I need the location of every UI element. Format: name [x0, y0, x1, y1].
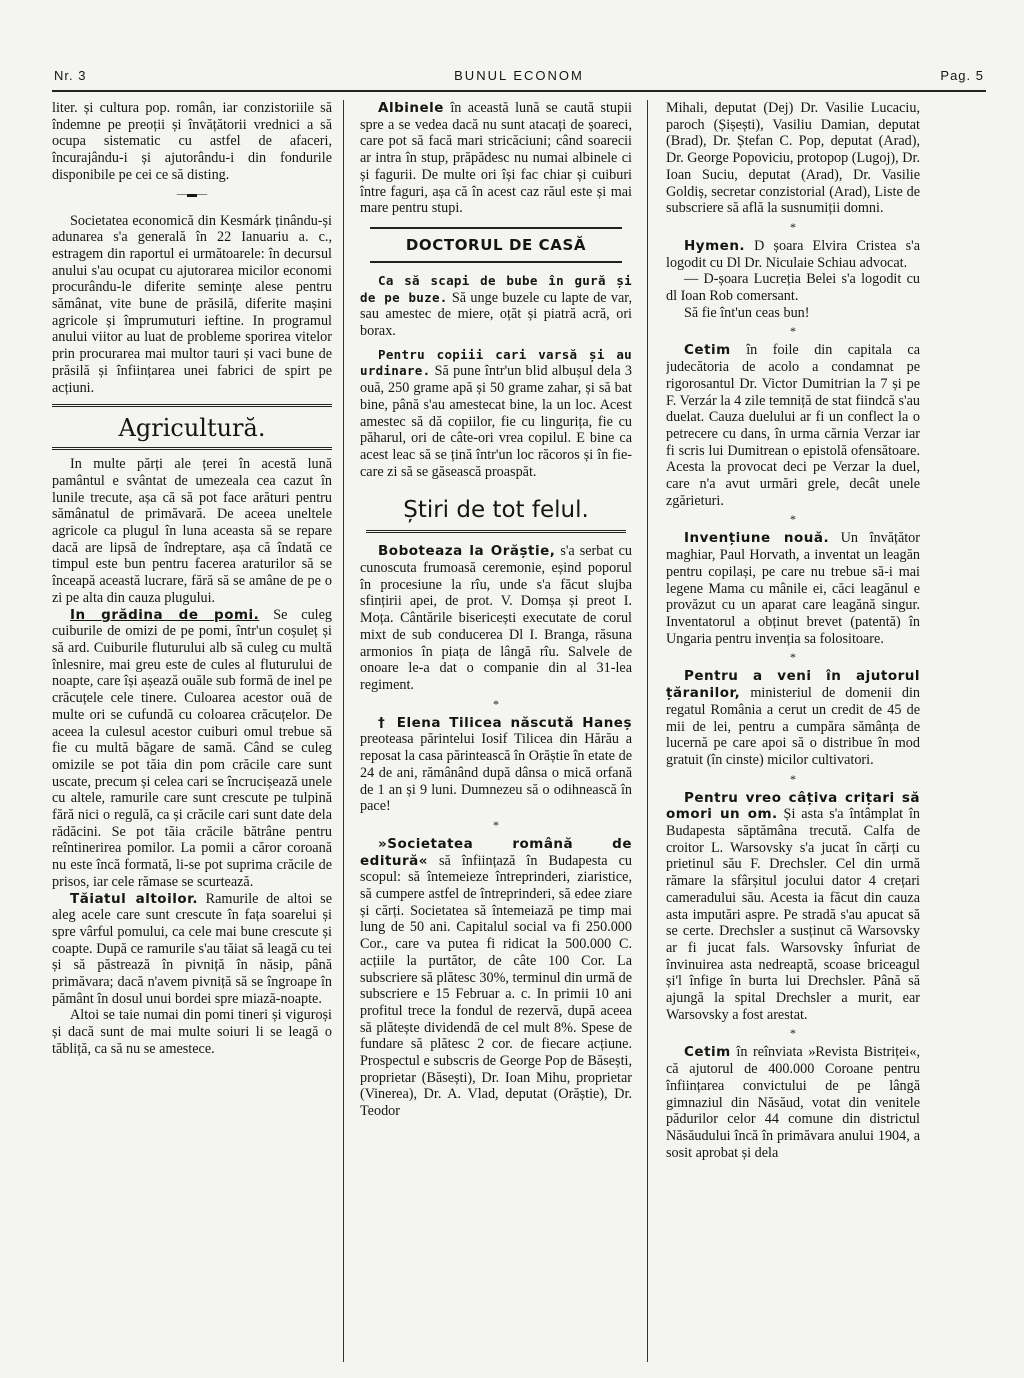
paragraph: [52, 891, 332, 1008]
paragraph-text: Să unge buzele cu lapte de var, sau amestec de miere, oțăt și piatră acră, ori borax.: [360, 289, 632, 340]
paragraph: [360, 836, 632, 1120]
lead-heading: Cetim: [684, 342, 731, 359]
lead-heading: Pentru vreo câțiva crițari să omori un om.: [666, 789, 920, 823]
paragraph: Să fie înt'un ceas bun!: [684, 304, 810, 321]
lead-heading: Boboteaza la Orăștie,: [378, 543, 556, 560]
paragraph: Altoi se taie numai din pomi tineri și viguroși și dacă sunt de mai multe soiuri li se leagă o tăbliță, ca să nu se amestece.: [52, 1007, 332, 1057]
separator: —▬—: [177, 188, 207, 200]
double-rule: [52, 447, 332, 450]
paragraph: [666, 668, 920, 768]
paragraph-text: Și asta s'a întâmplat în Budapesta săptămâna trecută. Calfa de croitor L. Warsovsky s'a jucat în cărți cu prietinul său F. Drechsler. Cel din urmă rămare la sfârșitul jocului dator 4 crețari cameradului său. Acesta ia făcut din cauza asta imputări aspre. Pe stradă s'au apucat să se certe. Drechsler a susținut că Warsovsky ar fi jucat fals. Warsovsky înfuriat de învinuirea asta nedreaptă, scoase briceagul și'l înfige în burta lui Drechsler. Până să ajungă la spital Drechsler a murit, ear Warsovsky a fost arestat.: [666, 806, 920, 1023]
paragraph-text: în reînviata »Revista Bistriței«, că ajutorul de 400.000 Coroane pentru înființarea convictului de pe lângă gimnaziul din Năsăud, votat din venitele pădurilor celor 44 comune din districtul Năsăudului încă în primăvara anului 1904, a sosit aprobat și dela: [666, 1044, 920, 1161]
lead-heading: Pentru a veni în ajutorul țăranilor,: [666, 668, 920, 702]
paragraph: — D-șoara Lucreția Belei s'a logodit cu dl Ioan Rob comersant.: [666, 271, 920, 305]
page-header: [54, 68, 984, 88]
paragraph: liter. și cultura pop. român, iar conzistoriile să îndemne pe preoții și învățătorii vrednici a să ocupa sistematic cu astfel de afaceri, încurajându-i și ajutorându-i din fondurile disponibile pe cei ce să disting.: [52, 100, 332, 183]
star-separator: *: [790, 1026, 796, 1041]
paragraph-text: Se culeg cuiburile de omizi de pe pomi, într'un coșuleț și să ard. Cuiburile fluturului alb să culeg cu multă înlesnire, mai greu este de cules al fluturului de noapte, care își așează ouăle sub formă de inel pe crăcuțele cele tinere. Culoarea acestor ouă de multe ori se cufundă cu coloarea crăcuțelor. De aceea la culesul acestor cuiburi omul trebue să fie cu multă băgare de samă. Când se culeg omizile se pot tăia din pom crăcile care sunt uscate, precum și celea cari se încrucișează unele cu altele, ramurile care sunt crescute pe tulpină fără nici o regulă, ca și crăcile cari sunt date dela rădăcini. Se pot tăia crăcile bătrâne pentru reîntinerirea pomilor. La pomii a căror coroană nu este încă formată, li-se pot suprima crăcile de prisos, iar cele rămase se scurtează.: [52, 606, 332, 890]
subheading: Pentru copiii cari varsă și au urdinare.: [360, 346, 632, 379]
header-rule: [52, 90, 986, 92]
page-number: Pag. 5: [940, 68, 984, 83]
paragraph: [52, 607, 332, 891]
issue-number: Nr. 3: [54, 68, 87, 83]
star-separator: *: [790, 512, 796, 527]
paragraph: [666, 530, 920, 647]
paragraph: [360, 100, 632, 217]
section-title-news: Știri de tot felul.: [366, 496, 626, 533]
paragraph-text: Să pune într'un blid albușul dela 3 ouă, 250 grame apă și 50 grame zahar, și să bat bine, până s'au amestecat bine, la un loc. Acest amestec să dă copiilor, fie cu lingurița, fie cu păharul, ori de câte-ori vrea copilul. E bine ca acest leac să se țină într'un loc răcoros și în fie-care zi să se găsească proaspăt.: [360, 363, 632, 480]
lead-heading: Hymen.: [684, 237, 746, 254]
lead-heading: Invențiune nouă.: [684, 530, 830, 547]
star-separator: *: [790, 219, 796, 234]
paragraph: [360, 273, 632, 340]
paragraph: [360, 347, 632, 481]
paragraph: Mihali, deputat (Dej) Dr. Vasilie Lucaciu, paroch (Șișești), Vasiliu Damian, deputat (Brad), Dr. Ștefan C. Pop, deputat (Arad), Dr. George Popoviciu, protopop (Lugoj), Dr. Ioan Suciu, deputat (Arad), Dr. Vasilie Goldiș, secretar conzistorial (Arad), Liste de subscriere să află la susnumiții domni.: [666, 100, 920, 217]
column-right: [666, 100, 920, 1362]
lead-heading: »Societatea română de editură«: [360, 835, 632, 869]
paragraph-text: ministeriul de domenii din regatul România a cerut un credit de 45 de mii de lei, pentru a cumpăra sămânța de lucernă pe care apoi să o distribue în mod gratuit (în cinste) micilor cultivatori.: [666, 685, 920, 768]
lead-heading: Tăiatul altoilor.: [70, 890, 198, 907]
paragraph: In multe părți ale țerei în acestă lună pamântul e svântat de umezeala cea cazut în lunile trecute, așa că să pot face arături pentru sămânatul de primăvară. De aceea uneltele agricole ca plugul în luna aceasta să se repare dacă are lipsă de îndreptare, așa că îndată ce timpul este bun pentru facerea araturilor să se înceapă această lucrare, fără să se amâne de pe o zi pe alta din cauza plugului.: [52, 456, 332, 606]
star-separator: *: [790, 771, 796, 786]
section-title-doctor: DOCTORUL DE CASĂ: [370, 227, 622, 263]
paragraph-text: Ramurile de altoi se aleg acele care sunt crescute în fața soarelui și spre vârful pomului, ca cele mai bune crescute și coapte. După ce ramurile s'au tăiat să leagă cu tei și să păstrează în pivniță în năsip, până primăvara; dacă n'avem pivniță să se îngroape în pământ în dosul unui bordei spre miază-noapte.: [52, 890, 332, 1007]
column-divider: [647, 100, 648, 1362]
paragraph-text: preoteasa părintelui Iosif Tilicea din Hărău a reposat la casa părintească în Orăștie în etate de 24 de ani, rămânând după dânsa o mică orfană de 1 an și 9 luni. Dumnezeu să o odihnească în pace!: [360, 731, 632, 815]
paragraph: [666, 238, 920, 271]
paragraph: Societatea economică din Kesmárk ținându-și adunarea s'a generală în 22 Ianuariu a. c., estragem din raportul ei următoarele: în decursul anului s'au ocupat cu ajutorarea micilor economi procurându-le diferite semințe alese pentru sămânat, vite bune de prăsilă, diferite mașini agricole și împrumuturi ieftine. In programul anului viitor au luat de probleme sporirea vitelor prin procurarea mai multor tauri și vaci bune de prăsilă și înființarea unei fabrici de spirt pe acțiuni.: [52, 212, 332, 396]
lead-heading: Cetim: [684, 1044, 731, 1061]
paragraph-text: să înființază în Budapesta cu scopul: să întemeieze întreprinderi, ziaristice, să cumpere astfel de întreprinderi, să edee ziare și cărți. Societatea să întemeiază pe timp mai lung de 50 ani. Capitalul social va fi 250.000 Cor., care va putea fi ridicat la 500.000 C. acțiile la purtător, de câte 100 Cor. La subscriere să plătesc 30%, terminul din urmă de subscriere e 15 Februar a. c. In primii 10 ani profitul trece la fondul de rezervă, după aceea să plătește dividendă de cel mult 8%. Spese de fundare să plătesc 2 cor. de fiecare acțiune. Prospectul e subscris de George Pop de Băsești, proprietar (Băsești), Dr. Ioan Mihu, proprietar (Vinerea), Dr. A. Vlad, deputat (Orăștie), Dr. Teodor: [360, 852, 632, 1120]
lead-heading: In grădina de pomi.: [70, 606, 260, 623]
paragraph: [360, 543, 632, 693]
star-separator: *: [790, 324, 796, 339]
paragraph-text: D șoara Elvira Cristea s'a logodit cu Dl Dr. Niculaie Schiau advocat.: [666, 237, 920, 271]
star-separator: *: [493, 817, 499, 832]
subheading: Ca să scapi de bube în gură și de pe buze.: [360, 272, 632, 305]
star-separator: *: [493, 696, 499, 711]
lead-heading: † Elena Tilicea născută Haneș: [378, 714, 632, 731]
double-rule: [52, 404, 332, 407]
star-separator: *: [790, 650, 796, 665]
paragraph: [360, 715, 632, 815]
column-left: [52, 100, 332, 1362]
column-middle: [360, 100, 632, 1362]
paragraph-text: s'a serbat cu cunoscuta frumoasă ceremonie, eșind poporul în procesiune la rîu, unde s'a făcut slujba sfințirii apei, de prot. V. Domșa și preot I. Moța. Cântările bisericești executate de corul mixt de sub conducerea Dl I. Branga, răsuna armonios în piața de lângă rîu. Salvele de onoare le-a dat o companie din al 31-lea regiment.: [360, 543, 632, 693]
paragraph-text: în această lună se caută stupii spre a se vedea dacă nu sunt atacați de șoareci, care pot să facă mari stricăciuni; când soarecii ar intra în stup, prăpădesc nu numai albinele ci și fagurii. De multe ori își fac chiar și cuiburi între faguri, așa că în acest caz răul este și mai mare pentru stupi.: [360, 100, 632, 217]
paragraph: [666, 1044, 920, 1161]
column-divider: [343, 100, 344, 1362]
paragraph-text: Un învățător maghiar, Paul Horvath, a inventat un leagăn pentru copilași, pe care nu trebue să-i mai legene Mama cu mânile ei, căci leagănul e provăzut cu un aparat care leagănă singur. Inventatorul a obținut brevet (patentă) în Ungaria pentru invenția sa folositoare.: [666, 530, 920, 647]
paragraph: [666, 790, 920, 1024]
paragraph-text: în foile din capitala ca judecătoria de acolo a condamnat pe rigorosantul Dr. Victor Dumitrian la 7 și pe F. Verzár la 4 zile temniță de stat fiindcă s'au duelat. Cauza duelului ar fi un conflect la o petrecere cu dans, în urma cărnia Verzar iar fi scris lui Dumitrean o epistolă ofensătoare. Acesta la provocat deci pe Verzar la duel, care n'a avut urmări grele, decât unele zgărieturi.: [666, 342, 920, 509]
lead-heading: Albinele: [378, 100, 444, 116]
section-title-agriculture: Agricultură.: [118, 414, 266, 443]
paragraph: [666, 342, 920, 509]
newspaper-title: BUNUL ECONOM: [454, 68, 584, 83]
